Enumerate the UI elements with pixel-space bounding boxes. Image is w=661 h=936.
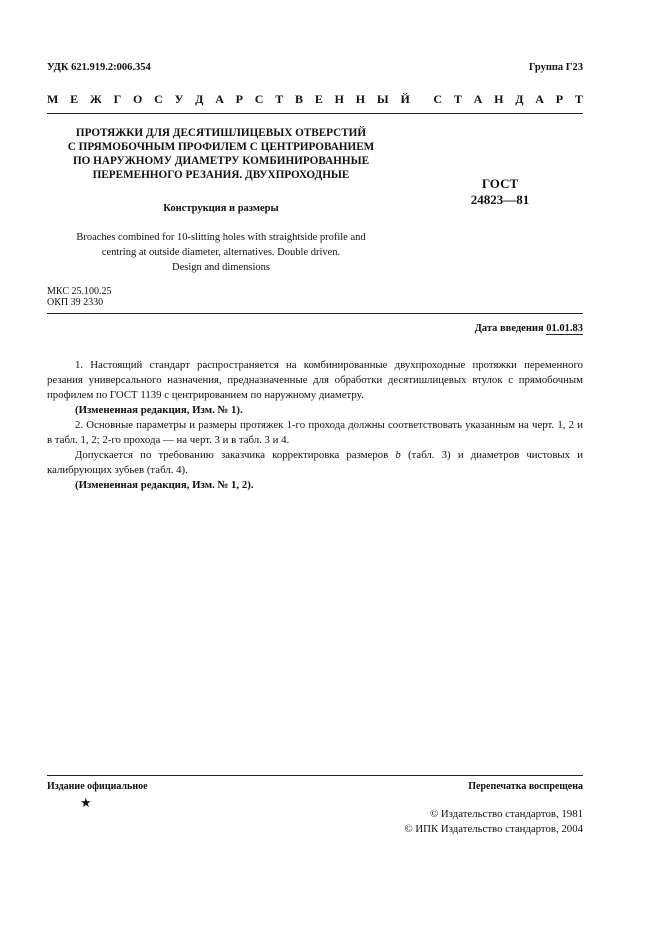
english-title-line: Design and dimensions [172,262,270,273]
gost-number: 24823—81 [470,192,530,207]
reprint-prohibited-label: Перепечатка воспрещена [468,781,583,792]
paragraph-1: 1. Настоящий стандарт распространяется на комбинированные двухпроходные протяжки переменного резания универсального назначения, предназначенные для обработки десятишлицевых втулок с прямобочным профилем по ГОСТ 1139 с центрированием по наружному диаметру. [47,359,583,401]
heading-letter: Т [574,92,583,106]
title-line: ПЕРЕМЕННОГО РЕЗАНИЯ. ДВУХПРОХОДНЫЕ [92,169,350,181]
heading-letter: Д [195,92,204,106]
heading-letter: Н [334,92,344,106]
variable-b: b [395,449,401,461]
heading-letter: Й [400,92,410,106]
heading-letter: Ы [376,92,389,106]
official-edition-label: Издание официальное [47,781,148,792]
paragraph-2: 2. Основные параметры и размеры протяжек 1-го прохода должны соответствовать указанным на черт. 1, 2 и в табл. 1, 2; 2-го прохода — на черт. 3 и в табл. 3 и 4. [47,419,583,446]
heading-letter: Р [235,92,243,106]
heading-letter: Д [515,92,524,106]
group-code: Группа Г23 [528,62,583,73]
heading-letter: С [254,92,264,106]
paragraph-3-start: Допускается по требованию заказчика корректировка размеров [75,449,396,461]
footer-divider [47,775,583,776]
heading-letter: Г [113,92,122,106]
heading-letter: Н [494,92,504,106]
udk-code: УДК 621.919.2:006.354 [47,62,151,73]
heading-letter: Н [355,92,366,106]
copyright-1981: © Издательство стандартов, 1981 [429,808,583,820]
english-title-line: Broaches combined for 10-slitting holes with straightside profile and [76,232,366,243]
paragraph-3-end: (табл. 3) и диаметров чистовых и калибрующих зубьев (табл. 4). [47,449,584,476]
document-body [47,358,583,493]
star-icon: ★ [80,795,92,810]
heading-letter: Р [555,92,564,106]
paragraph-3 [47,448,583,478]
heading-letter: С [154,92,163,106]
heading-letter: Е [70,92,79,106]
title-line: ПО НАРУЖНОМУ ДИАМЕТРУ КОМБИНИРОВАННЫЕ [72,155,370,167]
heading-letter: А [473,92,483,106]
revision-note-1: (Измененная редакция, Изм. № 1). [75,404,243,416]
classification-codes [47,286,111,308]
document-subtitle: Конструкция и размеры [163,203,279,214]
heading-letter: В [295,92,304,106]
title-line: ПРОТЯЖКИ ДЛЯ ДЕСЯТИШЛИЦЕВЫХ ОТВЕРСТИЙ [75,127,367,139]
heading-letter: М [47,92,59,106]
heading-letter: А [535,92,544,106]
revision-note-2: (Измененная редакция, Изм. № 1, 2). [75,479,254,491]
heading-letter: Т [453,92,462,106]
english-title [48,230,394,275]
heading-letter: С [433,92,443,106]
heading-letter: Т [275,92,284,106]
date-value: 01.01.83 [546,323,583,334]
title-line: С ПРЯМОБОЧНЫМ ПРОФИЛЕМ С ЦЕНТРИРОВАНИЕМ [67,141,375,153]
heading-letter: Ж [89,92,102,106]
heading-letter: У [174,92,184,106]
introduction-date [475,323,583,334]
okp-code: ОКП 39 2330 [47,297,104,308]
standard-type-heading [47,92,583,107]
heading-letter: А [215,92,224,106]
gost-designation [445,176,555,208]
document-title [48,126,394,182]
heading-letter: О [132,92,143,106]
mks-code: МКС 25.100.25 [47,286,112,297]
gost-label: ГОСТ [481,176,519,191]
codes-divider [47,313,583,314]
english-title-line: centring at outside diameter, alternatives. Double driven. [101,247,341,258]
heading-letter: Е [314,92,323,106]
top-divider [47,113,583,114]
copyright-2004: © ИПК Издательство стандартов, 2004 [404,823,583,835]
date-label: Дата введения [474,323,544,334]
